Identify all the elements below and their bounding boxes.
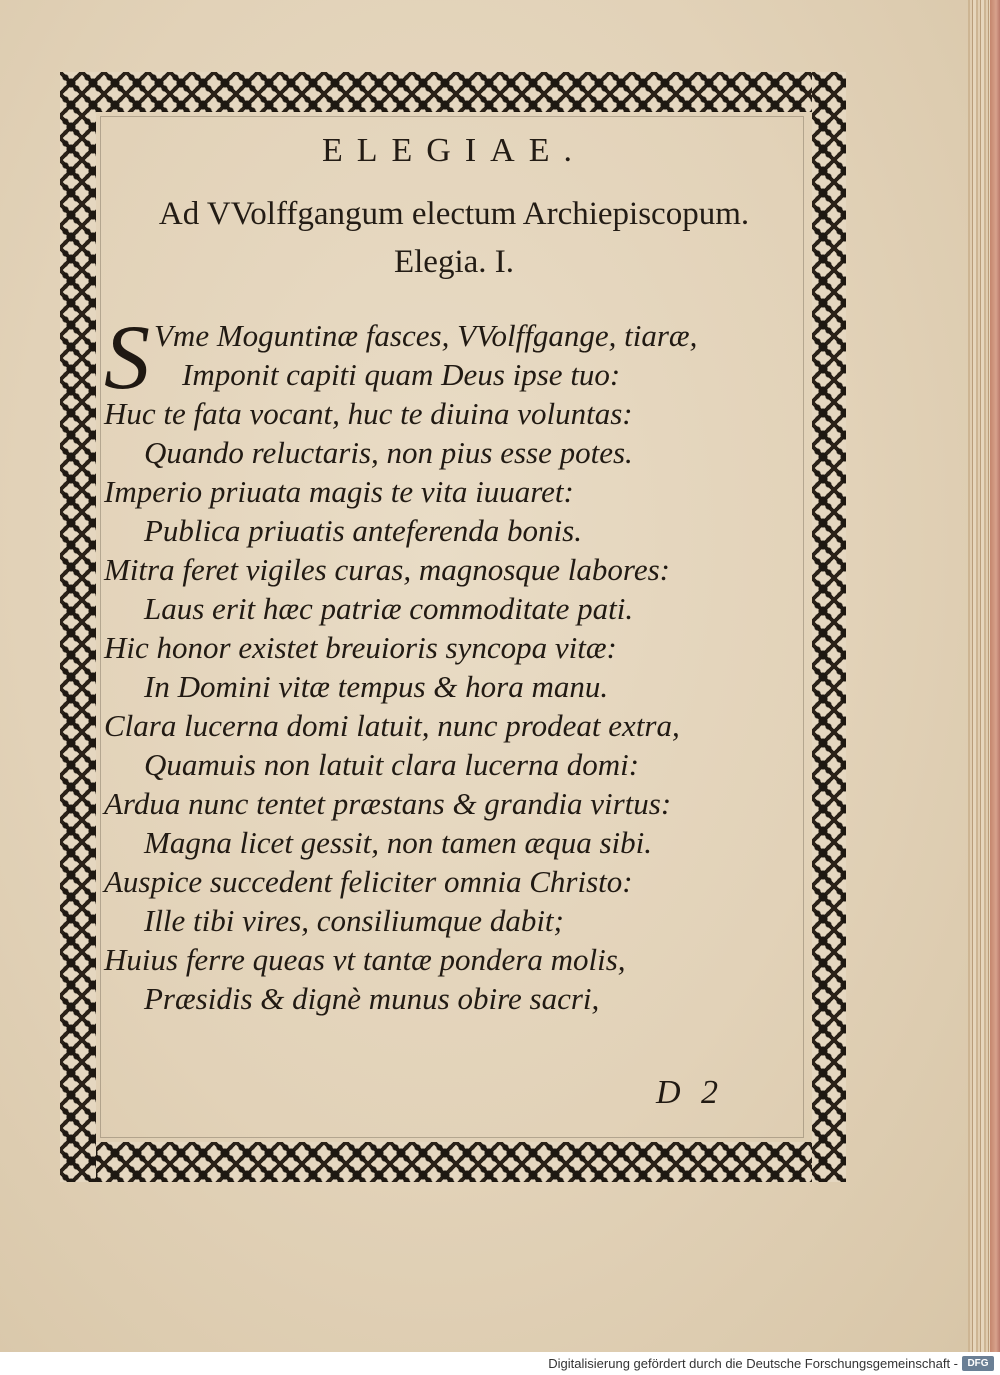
page-header: ELEGIAE. xyxy=(321,132,586,169)
verse-8: Laus erit hæc patriæ commoditate pati. xyxy=(144,591,634,626)
verse-17: Huius ferre queas vt tantæ pondera molis, xyxy=(104,942,626,977)
verse-15: Auspice succedent feliciter omnia Christo: xyxy=(104,864,633,899)
red-page-edge xyxy=(990,0,1000,1352)
verse-4: Quando reluctaris, non pius esse potes. xyxy=(144,435,633,470)
footer-credit: Digitalisierung gefördert durch die Deutsche Forschungsgemeinschaft - xyxy=(548,1356,958,1371)
border-left xyxy=(60,72,96,1182)
verse-9: Hic honor existet breuioris syncopa vitæ: xyxy=(104,630,617,665)
verse-1: S Vme Moguntinæ fasces, VVolffgange, tiaræ, xyxy=(104,306,698,408)
border-bottom xyxy=(60,1142,846,1182)
verse-12: Quamuis non latuit clara lucerna domi: xyxy=(144,747,640,782)
digitization-footer xyxy=(0,1352,1000,1375)
drop-cap: S xyxy=(104,306,150,408)
verse-18: Præsidis & dignè munus obire sacri, xyxy=(144,981,600,1016)
signature-mark: D 2 xyxy=(656,1074,725,1111)
verse-2: Imponit capiti quam Deus ipse tuo: xyxy=(182,357,621,392)
verse-5: Imperio priuata magis te vita iuuaret: xyxy=(104,474,574,509)
verse-7: Mitra feret vigiles curas, magnosque labores: xyxy=(104,552,670,587)
poem-number: Elegia. I. xyxy=(393,244,515,280)
verse-13: Ardua nunc tentet præstans & grandia virtus: xyxy=(104,786,672,821)
verse-10: In Domini vitæ tempus & hora manu. xyxy=(144,669,609,704)
poem-dedication: Ad VVolffgangum electum Archiepiscopum. xyxy=(158,196,750,232)
border-top xyxy=(60,72,846,112)
verse-14: Magna licet gessit, non tamen æqua sibi. xyxy=(144,825,653,860)
dfg-logo: DFG xyxy=(962,1356,994,1371)
verse-16: Ille tibi vires, consiliumque dabit; xyxy=(144,903,564,938)
verse-11: Clara lucerna domi latuit, nunc prodeat extra, xyxy=(104,708,680,743)
border-right xyxy=(812,72,846,1182)
verse-3: Huc te fata vocant, huc te diuina voluntas: xyxy=(104,396,633,431)
poem-body xyxy=(104,296,804,1018)
verse-6: Publica priuatis anteferenda bonis. xyxy=(144,513,582,548)
